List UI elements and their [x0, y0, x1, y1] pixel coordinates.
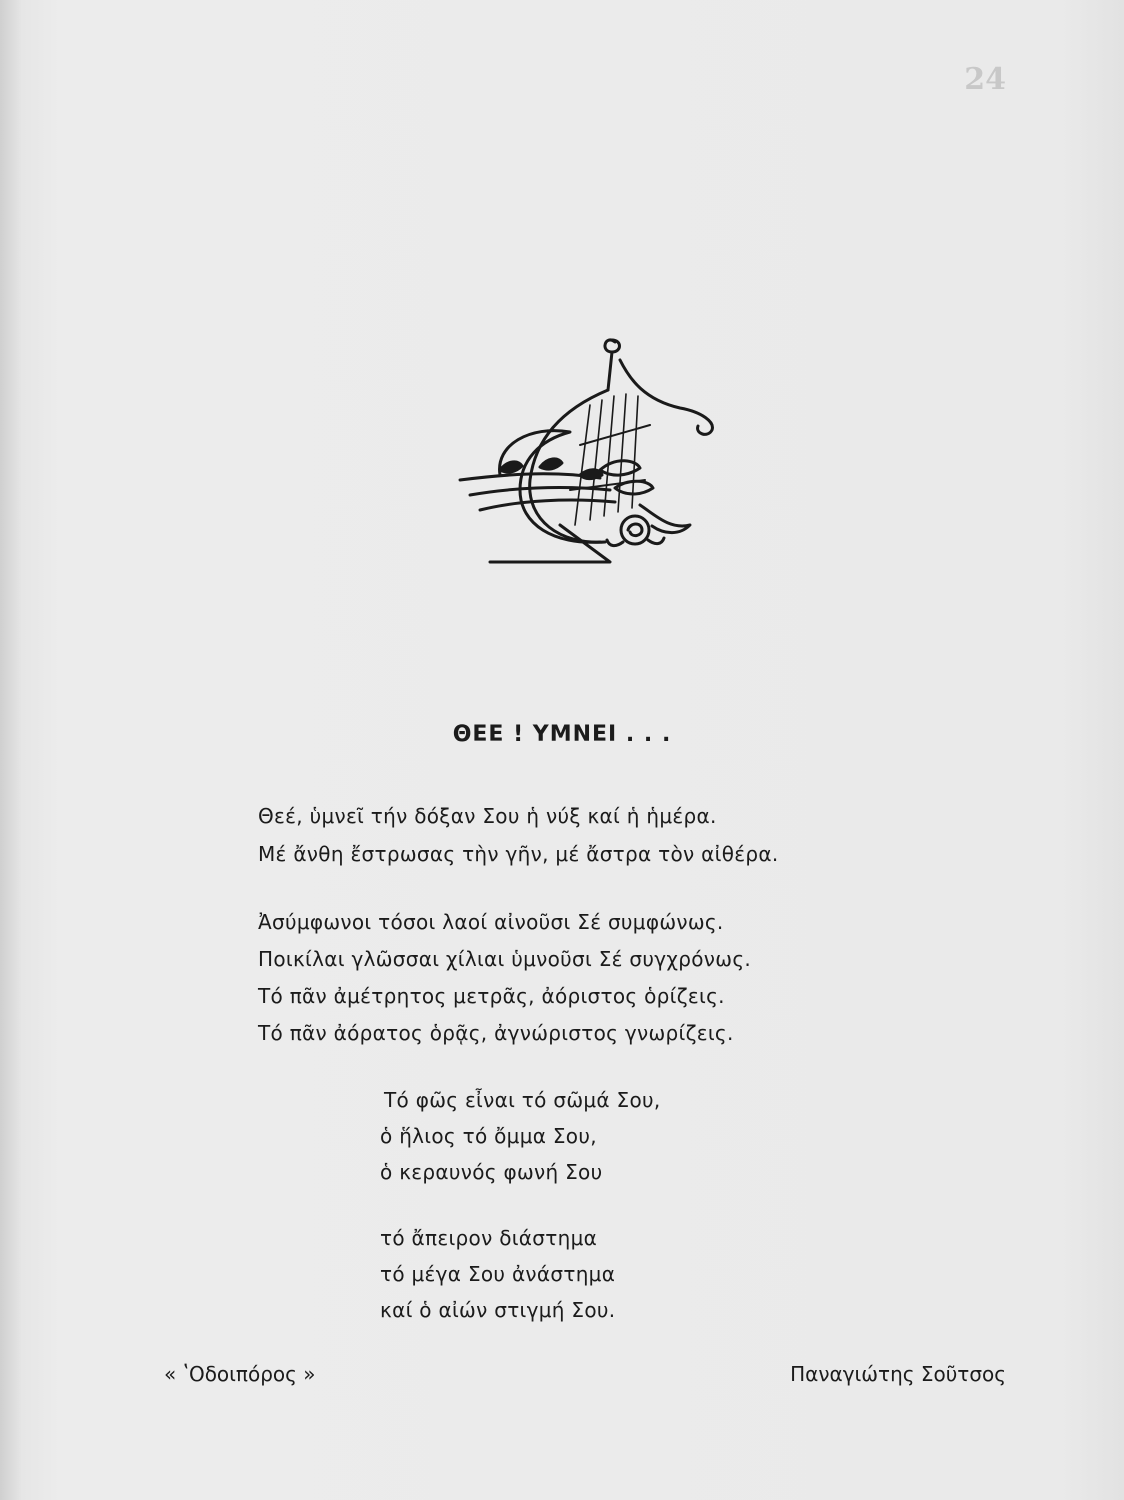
poem-line: Τό φῶς εἶναι τό σῶμά Σου,	[384, 1088, 661, 1112]
poem-line: Μέ ἄνθη ἔστρωσας τὴν γῆν, μέ ἄστρα τὸν αἰθέρα.	[258, 842, 779, 866]
poem-line: Ποικίλαι γλῶσσαι χίλιαι ὑμνοῦσι Σέ συγχρόνως.	[258, 947, 752, 971]
page-number: 24	[964, 62, 1006, 97]
poem-line: καί ὁ αἰών στιγμή Σου.	[380, 1298, 616, 1322]
source-citation: « ʽΟδοιπόρος »	[164, 1362, 316, 1386]
poem-line: Θεέ, ὑμνεῖ τήν δόξαν Σου ἡ νύξ καί ἡ ἡμέρα.	[258, 804, 717, 828]
poem-line: Τό πᾶν ἀμέτρητος μετρᾶς, ἀόριστος ὁρίζεις.	[258, 984, 725, 1008]
poem-line: τό μέγα Σου ἀνάστημα	[380, 1262, 616, 1286]
poem-title: ΘΕΕ ! ΥΜΝΕΙ . . .	[452, 722, 672, 747]
poem-line: Τό πᾶν ἀόρατος ὁρᾷς, ἀγνώριστος γνωρίζεις.	[258, 1021, 734, 1045]
poem-line: ὁ κεραυνός φωνή Σου	[380, 1160, 603, 1184]
author-name: Παναγιώτης Σοῦτσος	[790, 1362, 1006, 1386]
lyre-ornament-icon	[440, 330, 730, 565]
poem-line: τό ἄπειρον διάστημα	[380, 1226, 598, 1250]
poem-line: Ἀσύμφωνοι τόσοι λαοί αἰνοῦσι Σέ συμφώνως.	[258, 910, 724, 934]
poem-line: ὁ ἥλιος τό ὄμμα Σου,	[380, 1124, 597, 1148]
